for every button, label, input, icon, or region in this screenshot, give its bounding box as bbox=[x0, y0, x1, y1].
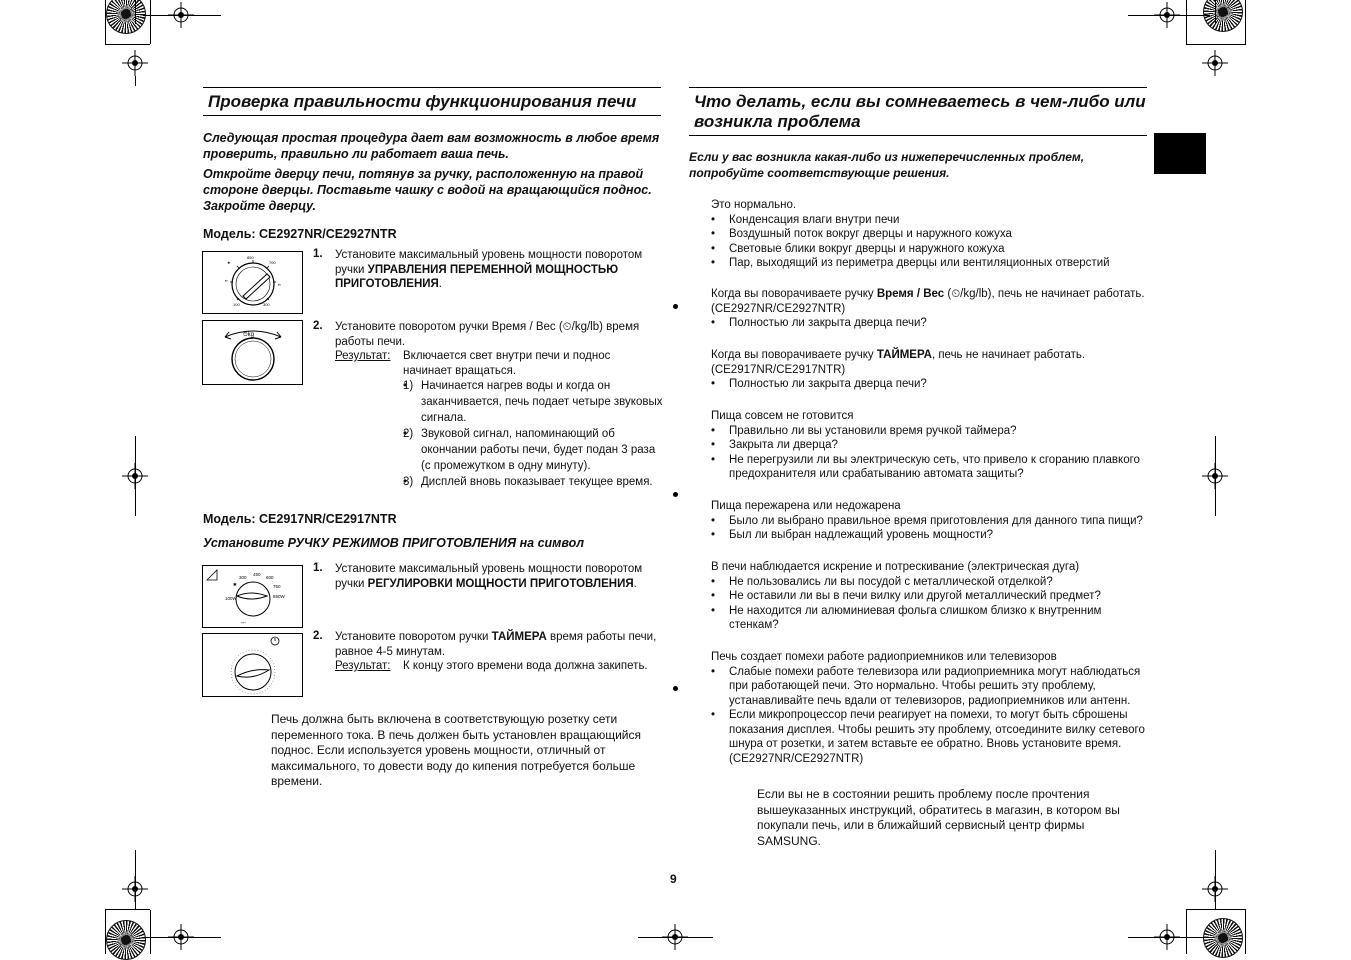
timer-knob-icon bbox=[203, 634, 302, 696]
solution-list bbox=[711, 316, 1151, 331]
result-text: К концу этого времени вода должна закипеть. bbox=[403, 660, 648, 672]
solution-list bbox=[711, 213, 1151, 271]
model-heading: Модель: CE2927NR/CE2927NTR bbox=[203, 227, 397, 241]
problem-group bbox=[711, 560, 1151, 633]
list-item: • Если микропроцессор печи реагирует на помехи, то могут быть сброшены показания дисплея. Чтобы решить эту проблему, отсоедините вилку сетевого шнура от розетки, и затем вставьте ее обратно. Вновь установите время.(CE2927NR/CE2927NTR) bbox=[711, 708, 1151, 766]
list-item: • Правильно ли вы установили время ручкой таймера? bbox=[711, 424, 1151, 439]
svg-text:300: 300 bbox=[263, 302, 270, 307]
svg-text:▫▫▫: ▫▫▫ bbox=[241, 620, 246, 625]
svg-text:▪▪: ▪▪ bbox=[225, 278, 228, 283]
note-paragraph: Печь должна быть включена в соответствующую розетку сети переменного тока. В печь должен быть установлен вращающийся поднос. Если используется уровень мощности, отличный от максимального, то довести воду до кипения потребуется больше времени. bbox=[271, 712, 641, 788]
list-item: • Не находится ли алюминиевая фольга слишком близко к внутренним стенкам? bbox=[711, 604, 1151, 633]
group-heading: Когда вы поворачиваете ручку ТАЙМЕРА, печь не начинает работать. bbox=[711, 349, 1086, 361]
dial-label: 850W bbox=[273, 594, 285, 599]
problem-group bbox=[711, 198, 1151, 271]
problem-group bbox=[711, 287, 1151, 331]
step-text: Установите поворотом ручки ТАЙМЕРА время работы печи, равное 4-5 минутам. bbox=[335, 631, 657, 658]
power-level-dial-icon bbox=[203, 566, 302, 627]
model-note: (CE2917NR/CE2917NTR) bbox=[711, 363, 846, 376]
result-sublist bbox=[403, 378, 665, 490]
step-text: Установите максимальный уровень мощности поворотом ручки РЕГУЛИРОВКИ МОЩНОСТИ ПРИГОТОВЛЕНИЯ. bbox=[335, 563, 643, 590]
section-tab bbox=[1154, 133, 1206, 174]
svg-text:850: 850 bbox=[247, 255, 254, 260]
step-number: 1. bbox=[313, 248, 323, 260]
closing-paragraph: Если вы не в состоянии решить проблему после прочтения вышеуказанных инструкций, обратитесь в магазин, в котором вы покупали печь, или в ближайший сервисный центр фирмы SAMSUNG. bbox=[757, 787, 1120, 848]
problem-group bbox=[711, 409, 1151, 482]
page-title: Проверка правильности функционирования печи bbox=[208, 92, 637, 111]
model-note: (CE2927NR/CE2927NTR) bbox=[711, 302, 846, 315]
power-level-dial-illustration bbox=[202, 565, 303, 628]
problem-group bbox=[711, 348, 1151, 392]
step-text: Установите поворотом ручки Время / Вес (⏲/kg/lb) время работы печи. bbox=[335, 321, 640, 348]
group-heading: В печи наблюдается искрение и потрескивание (электрическая дуга) bbox=[711, 561, 1080, 573]
mode-instruction: Установите РУЧКУ РЕЖИМОВ ПРИГОТОВЛЕНИЯ на символ bbox=[203, 536, 585, 550]
timer-dial-icon bbox=[203, 321, 302, 384]
registration-mark-icon bbox=[1202, 50, 1228, 76]
result-label: Результат: bbox=[335, 660, 391, 672]
dial-label: 450 bbox=[253, 572, 261, 577]
group-heading: Печь создает помехи работе радиоприемников или телевизоров bbox=[711, 651, 1057, 663]
dial-label: 300 bbox=[239, 575, 247, 580]
solution-list bbox=[711, 424, 1151, 482]
list-item: • Полностью ли закрыта дверца печи? bbox=[711, 316, 1151, 331]
intro-paragraph: Следующая простая процедура дает вам возможность в любое время проверить, правильно ли работает ваша печь. bbox=[203, 131, 660, 161]
dial-label: 100W bbox=[225, 596, 237, 601]
list-item: • Был ли выбран надлежащий уровень мощности? bbox=[711, 528, 1151, 543]
color-rosette-icon bbox=[1203, 918, 1243, 958]
instruction-paragraph: Откройте дверцу печи, потянув за ручку, расположенную на правой стороне дверцы. Поставьте чашку с водой на вращающийся поднос. Закройте дверцу. bbox=[203, 167, 652, 213]
page-number: 9 bbox=[670, 872, 677, 886]
list-item: • Пар, выходящий из периметра дверцы или вентиляционных отверстий bbox=[711, 256, 1151, 271]
group-heading: Это нормально. bbox=[711, 199, 797, 211]
svg-text:▪▪: ▪▪ bbox=[278, 282, 281, 287]
dial-label: 750 bbox=[273, 584, 281, 589]
list-item: • Не перегрузили ли вы электрическую сеть, что привело к сгоранию плавкого предохранителя или срабатыванию автомата защиты? bbox=[711, 453, 1151, 482]
result-text: Включается свет внутри печи и поднос начинает вращаться. bbox=[403, 350, 611, 377]
registration-mark-icon bbox=[122, 50, 148, 76]
section-title: Что делать, если вы сомневаетесь в чем-либо или возникла проблема bbox=[694, 92, 1146, 131]
list-item: • Было ли выбрано правильное время приготовления для данного типа пищи? bbox=[711, 514, 1151, 529]
group-heading: Пища пережарена или недожарена bbox=[711, 500, 901, 512]
group-heading: Пища совсем не готовится bbox=[711, 410, 854, 422]
model-heading: Модель: CE2917NR/CE2917NTR bbox=[203, 512, 397, 526]
timer-dial-illustration bbox=[202, 633, 303, 697]
list-item: • 2) Звуковой сигнал, напоминающий об окончании работы печи, будет подан 3 раза (с промежутком в одну минуту). bbox=[403, 426, 665, 474]
svg-text:⏲kg: ⏲kg bbox=[243, 332, 255, 338]
group-heading: Когда вы поворачиваете ручку Время / Вес (⏲/kg/lb), печь не начинает работать. bbox=[711, 288, 1145, 300]
intro-paragraph: Если у вас возникла какая-либо из нижеперечисленных проблем, попробуйте соответствующие решения. bbox=[689, 150, 1085, 180]
problem-group bbox=[711, 499, 1151, 543]
solution-list bbox=[711, 665, 1151, 767]
color-rosette-icon bbox=[106, 0, 146, 34]
problem-group bbox=[711, 650, 1151, 766]
power-dial-illustration bbox=[202, 251, 303, 314]
list-item: • Полностью ли закрыта дверца печи? bbox=[711, 377, 1151, 392]
svg-text:700: 700 bbox=[269, 260, 276, 265]
solution-list bbox=[711, 377, 1151, 392]
list-item: • 3) Дисплей вновь показывает текущее время. bbox=[403, 474, 665, 490]
list-item: • Конденсация влаги внутри печи bbox=[711, 213, 1151, 228]
list-item: • Световые блики вокруг дверцы и наружного кожуха bbox=[711, 242, 1151, 257]
list-item: • Слабые помехи работе телевизора или радиоприемника могут наблюдаться при работающей печи. Это нормально. Чтобы решить эту проблему, устанавливайте печь вдали от телевизоров, радиоприемников или антенн. bbox=[711, 665, 1151, 709]
timer-weight-dial-illustration bbox=[202, 320, 303, 385]
step-number: 2. bbox=[313, 630, 323, 642]
list-item: • Закрыта ли дверца? bbox=[711, 438, 1151, 453]
list-item: • Не оставили ли вы в печи вилку или другой металлический предмет? bbox=[711, 589, 1151, 604]
step-number: 2. bbox=[313, 320, 323, 332]
step-text: Установите максимальный уровень мощности поворотом ручки УПРАВЛЕНИЯ ПЕРЕМЕННОЙ МОЩНОСТЬЮ ПРИГОТОВЛЕНИЯ. bbox=[335, 249, 643, 290]
list-item: • Не пользовались ли вы посудой с металлической отделкой? bbox=[711, 575, 1151, 590]
color-rosette-icon bbox=[1203, 0, 1243, 32]
svg-text:✱: ✱ bbox=[233, 582, 237, 587]
power-dial-icon bbox=[203, 252, 302, 313]
step-number: 1. bbox=[313, 562, 323, 574]
dial-label: 600 bbox=[266, 575, 274, 580]
list-item: • Воздушный поток вокруг дверцы и наружного кожуха bbox=[711, 227, 1151, 242]
solution-list bbox=[711, 514, 1151, 543]
result-label: Результат: bbox=[335, 350, 391, 362]
svg-text:100: 100 bbox=[233, 302, 240, 307]
color-rosette-icon bbox=[106, 920, 146, 960]
list-item: • 1) Начинается нагрев воды и когда он заканчивается, печь подает четыре звуковых сигнала. bbox=[403, 378, 665, 426]
svg-text:★: ★ bbox=[227, 260, 231, 265]
solution-list bbox=[711, 575, 1151, 633]
